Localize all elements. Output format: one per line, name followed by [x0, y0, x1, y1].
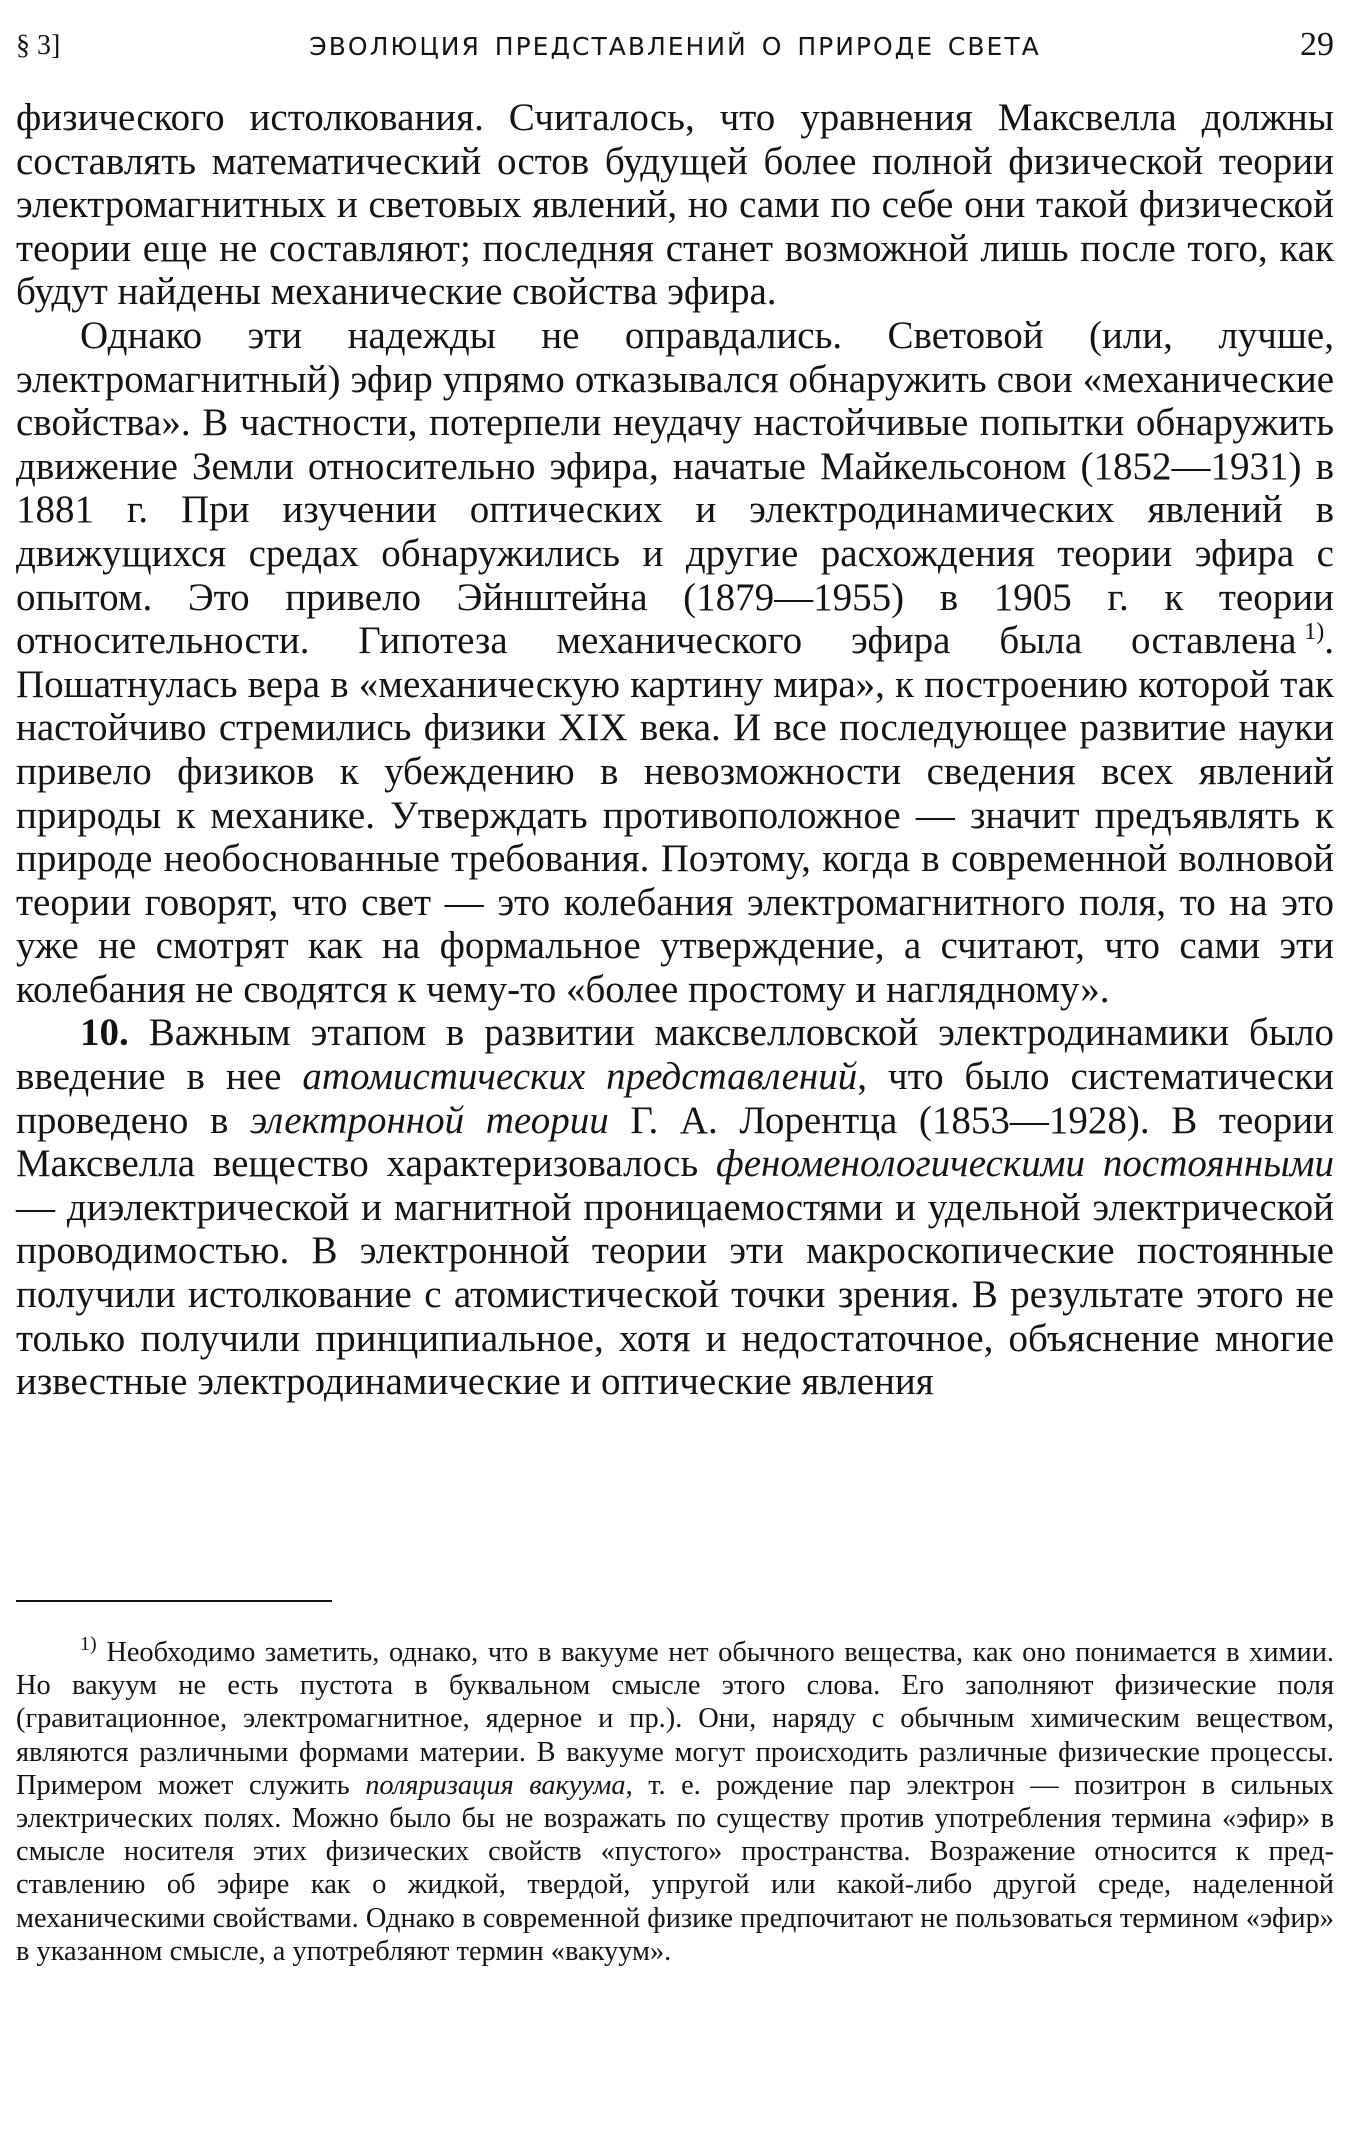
footnote-text: , т. е. рождение пар электрон — позитрон в сильных электрических полях. Можно было бы не возражать по существу против употребления термина «эфир» в смысле носителя этих физических свойств «пустого» пространства. Возражение относится к представлению об эфире как о жидкой, твердой, упругой или какой-либо другой среде, наделенной механическими свойствами. Однако в современной физике предпочитают не пользоваться термином «эфир» в указанном смысле, а употребляют термин «вакуум».	[16, 1769, 1334, 1967]
footnote-reference: 1)	[1304, 619, 1325, 646]
paragraph-text: Важным этапом в развитии максвелловской электродинамики было введение в нее	[16, 1011, 1335, 1099]
page-number: 29	[1300, 26, 1334, 63]
running-head	[16, 26, 1334, 70]
paragraph-10	[16, 1011, 1334, 1403]
paragraph-continued: физического истолкования. Считалось, что уравнения Максвелла должны составлять математический остов будущей более полной физической теории электромагнитных и световых явлений, но сами по себе они такой физической теории еще не составляют; последняя станет возможной лишь после того, как будут найдены механические свойства эфира.	[16, 96, 1334, 314]
paragraph-number: 10.	[80, 1011, 129, 1055]
footnote	[16, 1633, 1334, 1968]
paragraph-text: Г. А. Лорентца (1853—1928). В теории Максвелла вещество характеризовалось	[16, 1098, 1335, 1186]
main-text	[16, 96, 1334, 1404]
emphasis-text: атомистических представлений	[302, 1055, 858, 1099]
running-title: ЭВОЛЮЦИЯ ПРЕДСТАВЛЕНИЙ О ПРИРОДЕ СВЕТА	[309, 32, 1041, 61]
emphasis-text: электронной теории	[250, 1098, 609, 1142]
emphasis-text: поляризация вакуума	[365, 1769, 626, 1801]
paragraph-text: Однако эти надежды не оправдались. Световой (или, лучше, электромагнитный) эфир упрямо отказывался обнаружить свои «механические свойства». В частности, потерпели неудачу настойчивые попытки обнаружить движение Земли относительно эфира, начатые Майкельсоном (1852—1931) в 1881 г. При изучении оптических и электродинамических явлений в движущихся средах обнаружились и другие расхождения теории эфира с опытом. Это привело Эйнштейна (1879—1955) в 1905 г. к теории относительности. Гипотеза механического эфира была оставлена	[16, 313, 1334, 663]
section-marker: § 3]	[16, 30, 61, 61]
paragraph-ether-hopes	[16, 314, 1334, 1012]
paragraph-text: — диэлектрической и магнитной проницаемостями и удельной электрической проводимостью. В электронной теории эти макроскопические постоянные получили истолкование с атомистической точки зрения. В результате этого не только получили принципиальное, хотя и недостаточное, объяснение многие известные электродинамические и оптические явления	[16, 1185, 1334, 1404]
book-page	[16, 0, 1334, 2151]
emphasis-text: феноменологическими постоянными	[716, 1142, 1335, 1186]
footnote-text: Необходимо заметить, однако, что в вакууме нет обычного вещества, как оно понимается в химии. Но вакуум не есть пустота в буквальном смысле этого слова. Его заполняют физические поля (гравитационное, электромагнитное, ядерное и пр.). Они, наряду с обычным химическим веществом, являются различными формами материи. В вакууме могут происходить различные физические процессы. Примером может служить	[16, 1637, 1334, 1801]
paragraph-text: , что было систематически проведено в	[16, 1055, 1335, 1142]
footnote-divider	[16, 1600, 332, 1602]
footnote-marker: 1)	[80, 1633, 97, 1655]
paragraph-text: . Пошатнулась вера в «механическую картину мира», к построению которой так настойчиво стремились физики XIX века. И все последующее развитие науки привело физиков к убеждению в невозможности сведения всех явлений природы к механике. Утверждать противоположное — значит предъявлять к природе необоснованные требования. Поэтому, когда в современной волновой теории говорят, что свет — это колебания электромагнитного поля, то на это уже не смотрят как на формальное утверждение, а считают, что сами эти колебания не сводятся к чему-то «более простому и наглядному».	[16, 619, 1334, 1011]
